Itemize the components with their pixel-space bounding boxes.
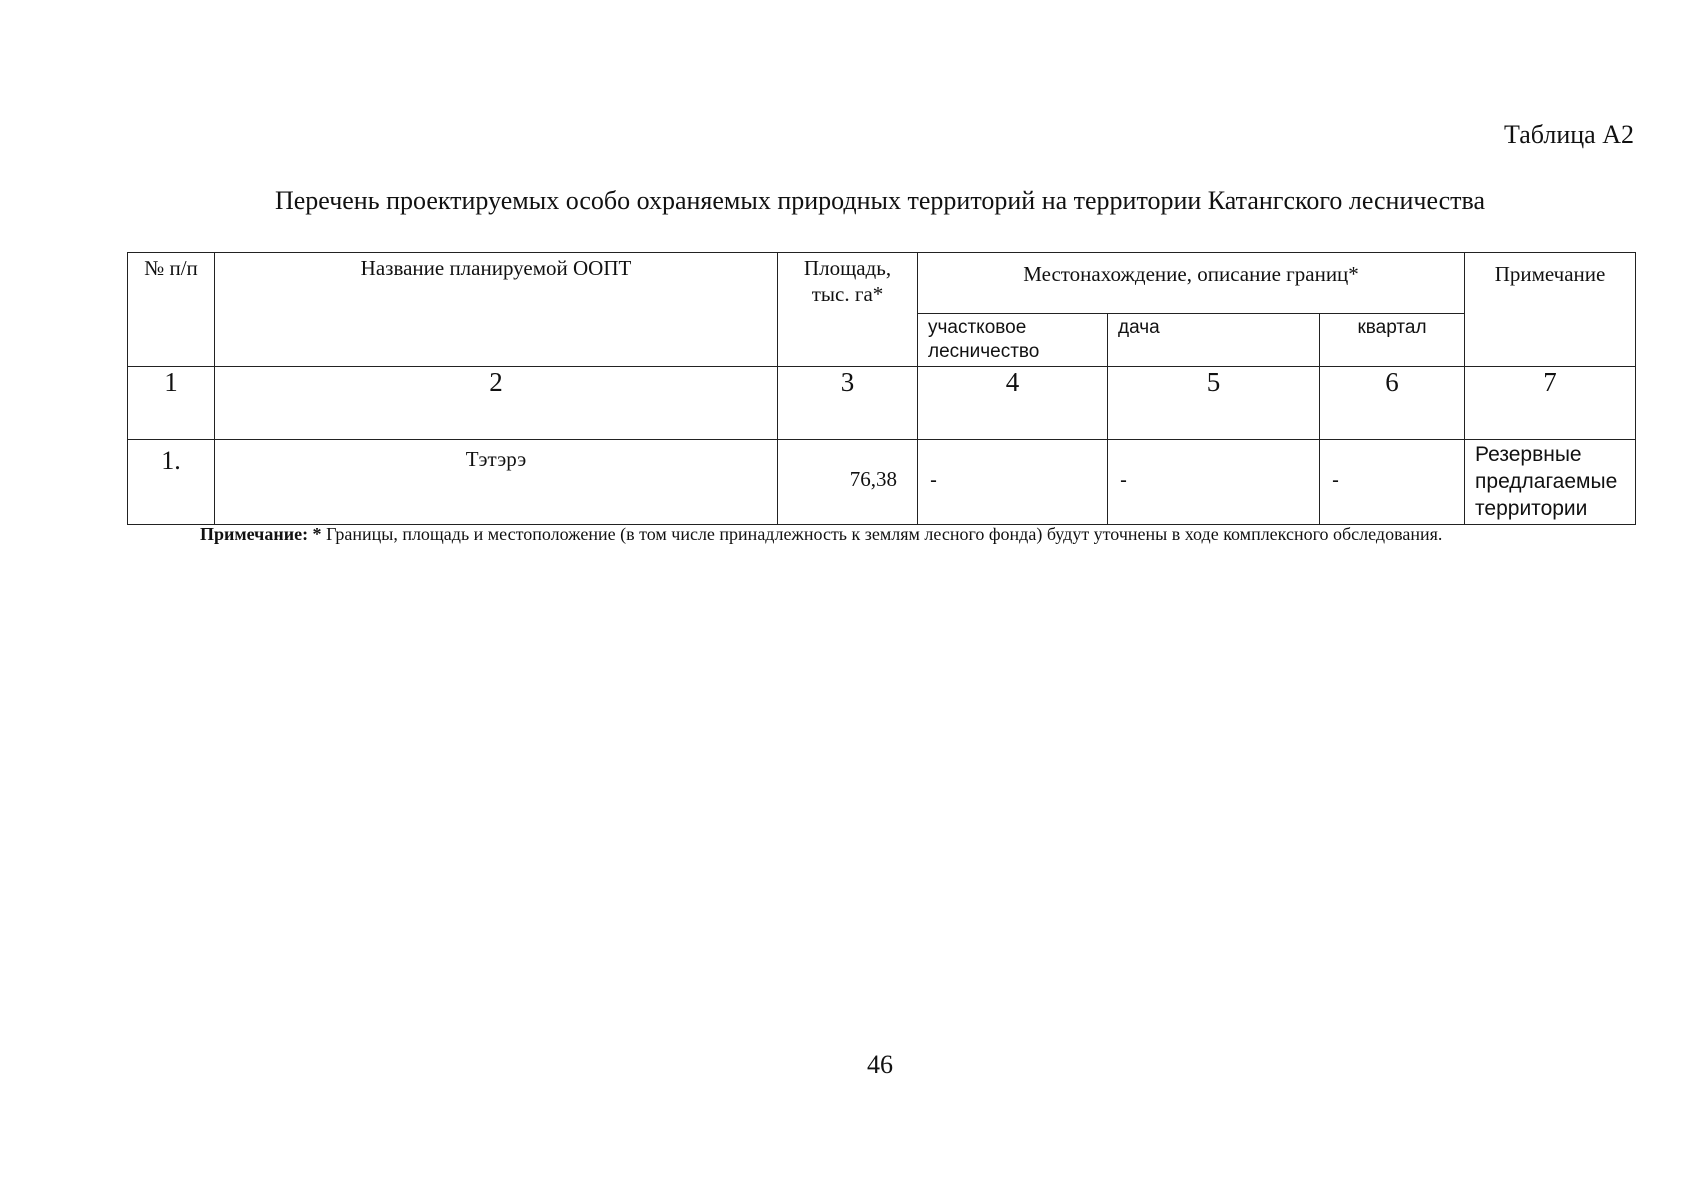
column-number: 5	[1108, 367, 1320, 440]
column-number: 1	[128, 367, 215, 440]
column-number: 7	[1465, 367, 1636, 440]
header-num: № п/п	[128, 253, 215, 367]
column-number: 4	[918, 367, 1108, 440]
footnote-text: Границы, площадь и местоположение (в том числе принадлежность к землям лесного фонда) будут уточнены в ходе комплексного обследования.	[321, 524, 1443, 544]
column-number: 6	[1320, 367, 1465, 440]
page-number: 46	[867, 1050, 893, 1079]
row-name: Тэтэрэ	[215, 440, 778, 525]
oopt-table	[127, 252, 1636, 525]
header-dacha: дача	[1108, 314, 1320, 367]
header-location: Местонахождение, описание границ*	[918, 253, 1465, 314]
table-row	[128, 440, 1636, 525]
row-forestry: -	[918, 440, 1108, 525]
footnote-label: Примечание: *	[200, 524, 322, 544]
header-name: Название планируемой ООПТ	[215, 253, 778, 367]
header-note: Примечание	[1465, 253, 1636, 367]
column-number: 3	[778, 367, 918, 440]
row-quarter: -	[1320, 440, 1465, 525]
row-dacha: -	[1108, 440, 1320, 525]
document-title: Перечень проектируемых особо охраняемых природных территорий на территории Катангского лесничества	[274, 186, 1486, 215]
row-num: 1.	[128, 440, 215, 525]
footnote	[200, 524, 1660, 545]
table-label: Таблица А2	[1504, 120, 1634, 149]
header-quarter: квартал	[1320, 314, 1465, 367]
header-area: Площадь, тыс. га*	[778, 253, 918, 367]
header-row	[128, 253, 1636, 314]
column-number-row	[128, 367, 1636, 440]
column-number: 2	[215, 367, 778, 440]
header-forestry: участковое лесничество	[918, 314, 1108, 367]
row-area: 76,38	[778, 440, 918, 525]
row-note: Резервные предлагаемые территории	[1465, 440, 1636, 525]
